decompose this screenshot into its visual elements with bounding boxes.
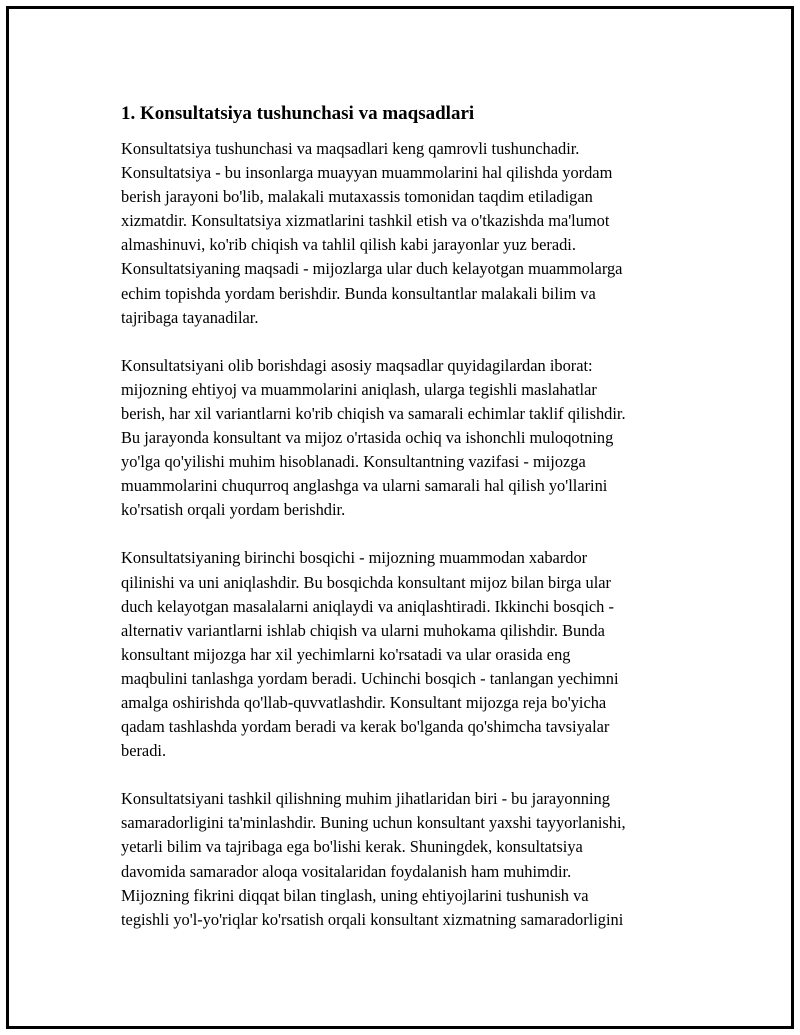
- text-line: konsultant mijozga har xil yechimlarni ko'rsatadi va ular orasida eng: [121, 644, 571, 664]
- text-line: yetarli bilim va tajribaga ega bo'lishi kerak. Shuningdek, konsultatsiya: [121, 837, 583, 857]
- text-line: beradi.: [121, 741, 167, 761]
- text-line: Mijozning fikrini diqqat bilan tinglash, uning ehtiyojlarini tushunish va: [121, 885, 589, 905]
- text-line: Bu jarayonda konsultant va mijoz o'rtasida ochiq va ishonchli muloqotning: [121, 428, 614, 448]
- text-line: tajribaga tayanadilar.: [121, 307, 259, 327]
- text-line: muammolarini chuqurroq anglashga va ularni samarali hal qilish yo'llarini: [121, 476, 608, 496]
- text-line: samaradorligini ta'minlashdir. Buning uchun konsultant yaxshi tayyorlanishi,: [121, 813, 626, 833]
- text-line: mijozning ehtiyoj va muammolarini aniqlash, ularga tegishli maslahatlar: [121, 379, 597, 399]
- document-content: [121, 101, 701, 956]
- text-line: Konsultatsiyaning maqsadi - mijozlarga ular duch kelayotgan muammolarga: [121, 259, 623, 279]
- text-line: maqbulini tanlashga yordam beradi. Uchinchi bosqich - tanlangan yechimni: [121, 668, 619, 688]
- text-line: berish, har xil variantlarni ko'rib chiqish va samarali echimlar taklif qilishdir.: [121, 403, 626, 423]
- text-line: davomida samarador aloqa vositalaridan foydalanish ham muhimdir.: [121, 861, 572, 881]
- text-line: tegishli yo'l-yo'riqlar ko'rsatish orqali konsultant xizmatning samaradorligini: [121, 909, 624, 929]
- paragraph-4: [121, 787, 701, 932]
- text-line: Konsultatsiyani tashkil qilishning muhim jihatlaridan biri - bu jarayonning: [121, 789, 610, 809]
- text-line: Konsultatsiyani olib borishdagi asosiy maqsadlar quyidagilardan iborat:: [121, 355, 593, 375]
- text-line: Konsultatsiyaning birinchi bosqichi - mijozning muammodan xabardor: [121, 548, 588, 568]
- text-line: duch kelayotgan masalalarni aniqlaydi va aniqlashtiradi. Ikkinchi bosqich -: [121, 596, 614, 616]
- page-frame: [6, 6, 794, 1029]
- text-line: Konsultatsiya - bu insonlarga muayyan muammolarini hal qilishda yordam: [121, 163, 613, 183]
- paragraph-2: [121, 354, 701, 523]
- text-line: xizmatdir. Konsultatsiya xizmatlarini tashkil etish va o'tkazishda ma'lumot: [121, 211, 610, 231]
- paragraph-3: [121, 546, 701, 763]
- text-line: qadam tashlashda yordam beradi va kerak bo'lganda qo'shimcha tavsiyalar: [121, 717, 610, 737]
- text-line: alternativ variantlarni ishlab chiqish va ularni muhokama qilishdir. Bunda: [121, 620, 605, 640]
- text-line: qilinishi va uni aniqlashdir. Bu bosqichda konsultant mijoz bilan birga ular: [121, 572, 611, 592]
- text-line: echim topishda yordam berishdir. Bunda konsultantlar malakali bilim va: [121, 283, 596, 303]
- section-heading: 1. Konsultatsiya tushunchasi va maqsadlari: [121, 103, 475, 124]
- paragraph-1: [121, 137, 701, 330]
- text-line: berish jarayoni bo'lib, malakali mutaxassis tomonidan taqdim etiladigan: [121, 187, 593, 207]
- text-line: amalga oshirishda qo'llab-quvvatlashdir. Konsultant mijozga reja bo'yicha: [121, 692, 607, 712]
- text-line: almashinuvi, ko'rib chiqish va tahlil qilish kabi jarayonlar yuz beradi.: [121, 235, 576, 255]
- text-line: ko'rsatish orqali yordam berishdir.: [121, 500, 346, 520]
- text-line: Konsultatsiya tushunchasi va maqsadlari keng qamrovli tushunchadir.: [121, 139, 580, 158]
- text-line: yo'lga qo'yilishi muhim hisoblanadi. Konsultantning vazifasi - mijozga: [121, 452, 586, 472]
